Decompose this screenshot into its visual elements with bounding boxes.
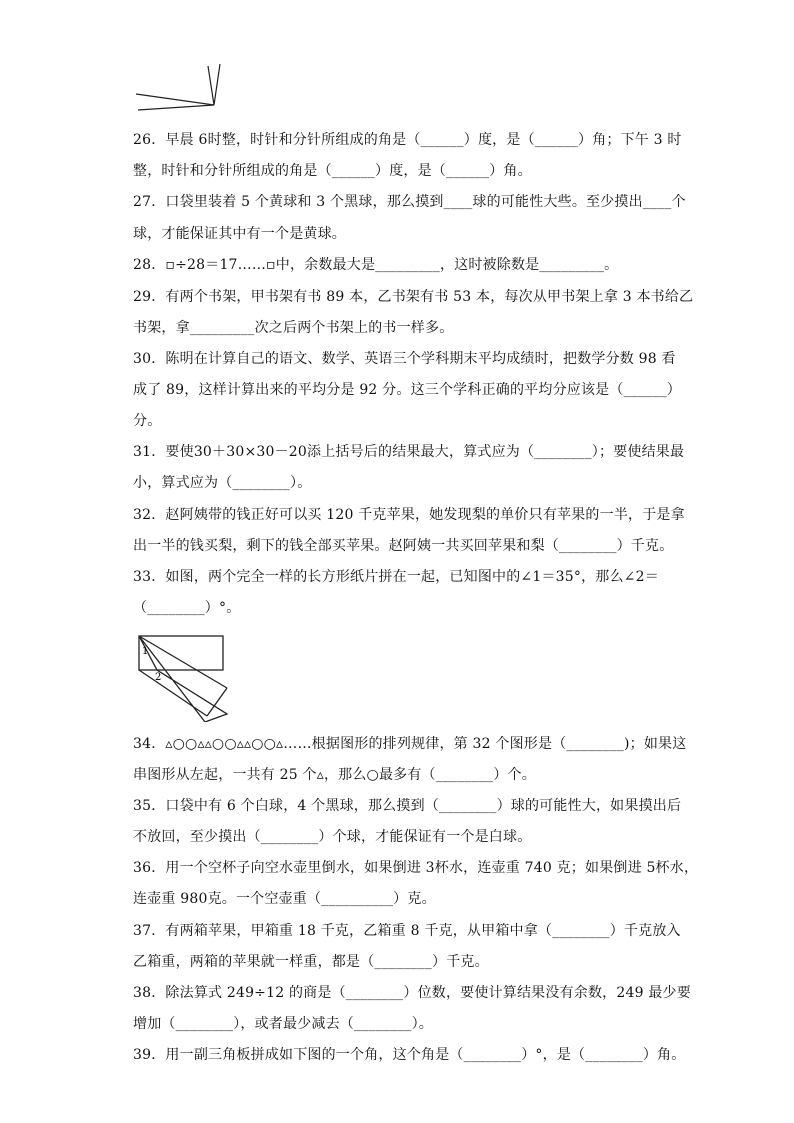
q34-line2: 串图形从左起，一共有 25 个▵，那么○最多有（________）个。: [133, 767, 536, 783]
q31-line1: 31．要使30＋30×30－20添上括号后的结果最大，算式应为（________）；要使结果最: [133, 444, 685, 460]
q26-line1: 26．早晨 6时整，时针和分针所组成的角是（______）度，是（______）角；下午 3 时: [133, 132, 682, 148]
q33-line1: 33．如图，两个完全一样的长方形纸片拼在一起，已知图中的∠1＝35°，那么∠2＝: [133, 569, 659, 585]
q36-line1: 36．用一个空杯子向空水壶里倒水，如果倒进 3杯水，连壶重 740 克；如果倒进 5杯水，: [133, 860, 699, 876]
tilted-edge-bottom: [139, 670, 207, 716]
q30-line3: 分。: [133, 413, 162, 429]
q32-line1: 32．赵阿姨带的钱正好可以买 120 千克苹果，她发现梨的单价只有苹果的一半，于是拿: [133, 507, 685, 523]
q37-line1: 37．有两箱苹果，甲箱重 18 千克，乙箱重 8 千克，从甲箱中拿（________）千克放入: [133, 923, 681, 939]
angle-figure: [132, 60, 227, 112]
q36-line2: 连壶重 980克。一个空壶重（__________）克。: [133, 891, 436, 907]
q26-line2: 整，时针和分针所组成的角是（______）度，是（______）角。: [133, 163, 532, 179]
angle-label-1: 1: [142, 646, 149, 657]
q39-line1: 39．用一副三角板拼成如下图的一个角，这个角是（________）°，是（________）角。: [133, 1047, 686, 1063]
q27-line2: 球，才能保证其中有一个是黄球。: [133, 226, 346, 242]
q29-line2: 书架，拿_________次之后两个书架上的书一样多。: [133, 320, 454, 336]
q30-line1: 30．陈明在计算自己的语文、数学、英语三个学科期末平均成绩时，把数学分数 98 看: [133, 351, 676, 367]
angle-ray-2: [138, 105, 214, 110]
q31-line2: 小，算式应为（________）。: [133, 475, 312, 491]
q30-line2: 成了 89，这样计算出来的平均分是 92 分。这三个学科正确的平均分应该是（______）: [133, 382, 681, 398]
rectangles-figure: [135, 630, 235, 722]
q37-line2: 乙箱重，两箱的苹果就一样重，都是（________）千克。: [133, 954, 489, 970]
q29-line1: 29．有两个书架，甲书架有书 89 本，乙书架有书 53 本，每次从甲书架上拿 3 本书给乙: [133, 289, 694, 305]
q38-line1: 38．除法算式 249÷12 的商是（________）位数，要使计算结果没有余数，249 最少要: [133, 985, 691, 1001]
q38-line2: 增加（________），或者最少减去（________）。: [133, 1016, 433, 1032]
angle-ray-1: [136, 94, 214, 105]
q35-line2: 不放回，至少摸出（________）个球，才能保证有一个是白球。: [133, 829, 532, 845]
q32-line2: 出一半的钱买梨，剩下的钱全部买苹果。赵阿姨一共买回苹果和梨（________）千克。: [133, 538, 674, 554]
q27-line1: 27．口袋里装着 5 个黄球和 3 个黑球，那么摸到____球的可能性大些。至少摸出____个: [133, 194, 686, 210]
q28-line1: 28．▫÷28＝17……▫中，余数最大是_________，这时被除数是_________。: [133, 257, 619, 273]
angle-label-2: 2: [155, 672, 162, 683]
q35-line1: 35．口袋中有 6 个白球，4 个黑球，那么摸到（________）球的可能性大，如果摸出后: [133, 798, 682, 814]
angle-ray-4: [214, 64, 220, 105]
q34-line1: 34．▵○○▵▵○○▵▵○○▵……根据图形的排列规律，第 32 个图形是（________)；如果这: [133, 736, 687, 752]
angle-ray-3: [208, 66, 214, 105]
q33-line2: （________）°。: [133, 600, 241, 616]
